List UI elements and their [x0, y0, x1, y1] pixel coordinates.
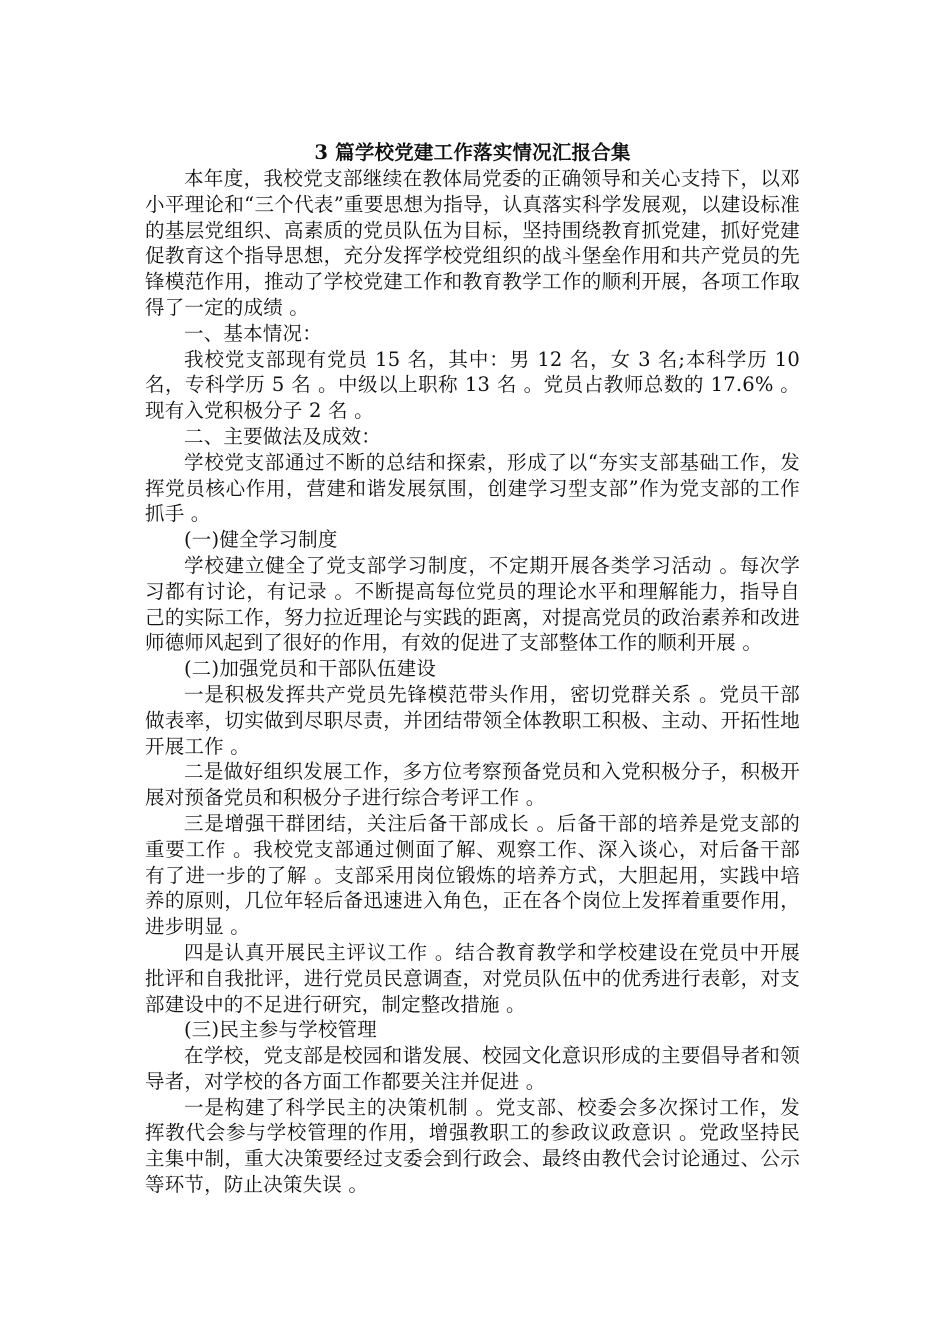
- subheading-team-building: (二)加强党员和干部队伍建设: [184, 657, 437, 681]
- paragraph-point-three: 三是增强干群团结，关注后备干部成长 。后备干部的培养是党支部的重要工作 。我校党支部通过侧面了解、观察工作、深入谈心，对后备干部有了进一步的了解 。支部采用岗位锻炼的培养方式，大胆起用，实践中培养的原则，几位年轻后备迅速进入角色，正在各个岗位上发挥着重要作用，进步明显 。: [145, 811, 800, 939]
- section-heading-basic-situation: 一、基本情况：: [184, 321, 322, 345]
- subheading-democratic-management: (三)民主参与学校管理: [184, 1018, 377, 1042]
- section-heading-main-practices: 二、主要做法及成效：: [184, 424, 382, 448]
- paragraph-work-focus: 学校党支部通过不断的总结和探索，形成了以“夯实支部基础工作，发挥党员核心作用，营建和谐发展氛围，创建学习型支部”作为党支部的工作抓手 。: [145, 450, 800, 526]
- document-page: [145, 140, 800, 1198]
- paragraph-point-one: 一是积极发挥共产党员先锋模范带头作用，密切党群关系 。党员干部做表率，切实做到尽职尽责，并团结带领全体教职工积极、主动、开拓性地开展工作 。: [145, 682, 800, 758]
- paragraph-party-role: 在学校，党支部是校园和谐发展、校园文化意识形成的主要倡导者和领导者，对学校的各方面工作都要关注并促进 。: [145, 1044, 800, 1093]
- paragraph-point-four: 四是认真开展民主评议工作 。结合教育教学和学校建设在党员中开展批评和自我批评，进行党员民意调查，对党员队伍中的优秀进行表彰，对支部建设中的不足进行研究，制定整改措施 。: [145, 940, 800, 1016]
- document-title: 3 篇学校党建工作落实情况汇报合集: [314, 141, 631, 164]
- paragraph-member-stats: 我校党支部现有党员 15 名，其中：男 12 名，女 3 名;本科学历 10 名，专科学历 5 名 。中级以上职称 13 名 。党员占教师总数的 17.6% 。现有入党积极分子 2 名 。: [145, 347, 800, 423]
- paragraph-study-system: 学校建立健全了党支部学习制度，不定期开展各类学习活动 。每次学习都有讨论，有记录 。不断提高每位党员的理论水平和理解能力，指导自己的实际工作，努力拉近理论与实践的距离，对提高党员的政治素养和改进师德师风起到了很好的作用，有效的促进了支部整体工作的顺利开展 。: [145, 553, 800, 655]
- paragraph-point-two: 二是做好组织发展工作，多方位考察预备党员和入党积极分子，积极开展对预备党员和积极分子进行综合考评工作 。: [145, 760, 800, 810]
- subheading-study-system: (一)健全学习制度: [184, 528, 338, 552]
- paragraph-intro: 本年度，我校党支部继续在教体局党委的正确领导和关心支持下，以邓小平理论和“三个代表”重要思想为指导，认真落实科学发展观，以建设标准的基层党组织、高素质的党员队伍为目标，坚持围绕教育抓党建，抓好党建促教育这个指导思想，充分发挥学校党组织的战斗堡垒作用和共产党员的先锋模范作用，推动了学校党建工作和教育教学工作的顺利开展，各项工作取得了一定的成绩 。: [145, 167, 800, 319]
- paragraph-decision-mechanism: 一是构建了科学民主的决策机制 。党支部、校委会多次探讨工作，发挥教代会参与学校管理的作用，增强教职工的参政议政意识 。党政坚持民主集中制，重大决策要经过支委会到行政会、最终由教代会讨论通过、公示等环节，防止决策失误 。: [145, 1095, 800, 1197]
